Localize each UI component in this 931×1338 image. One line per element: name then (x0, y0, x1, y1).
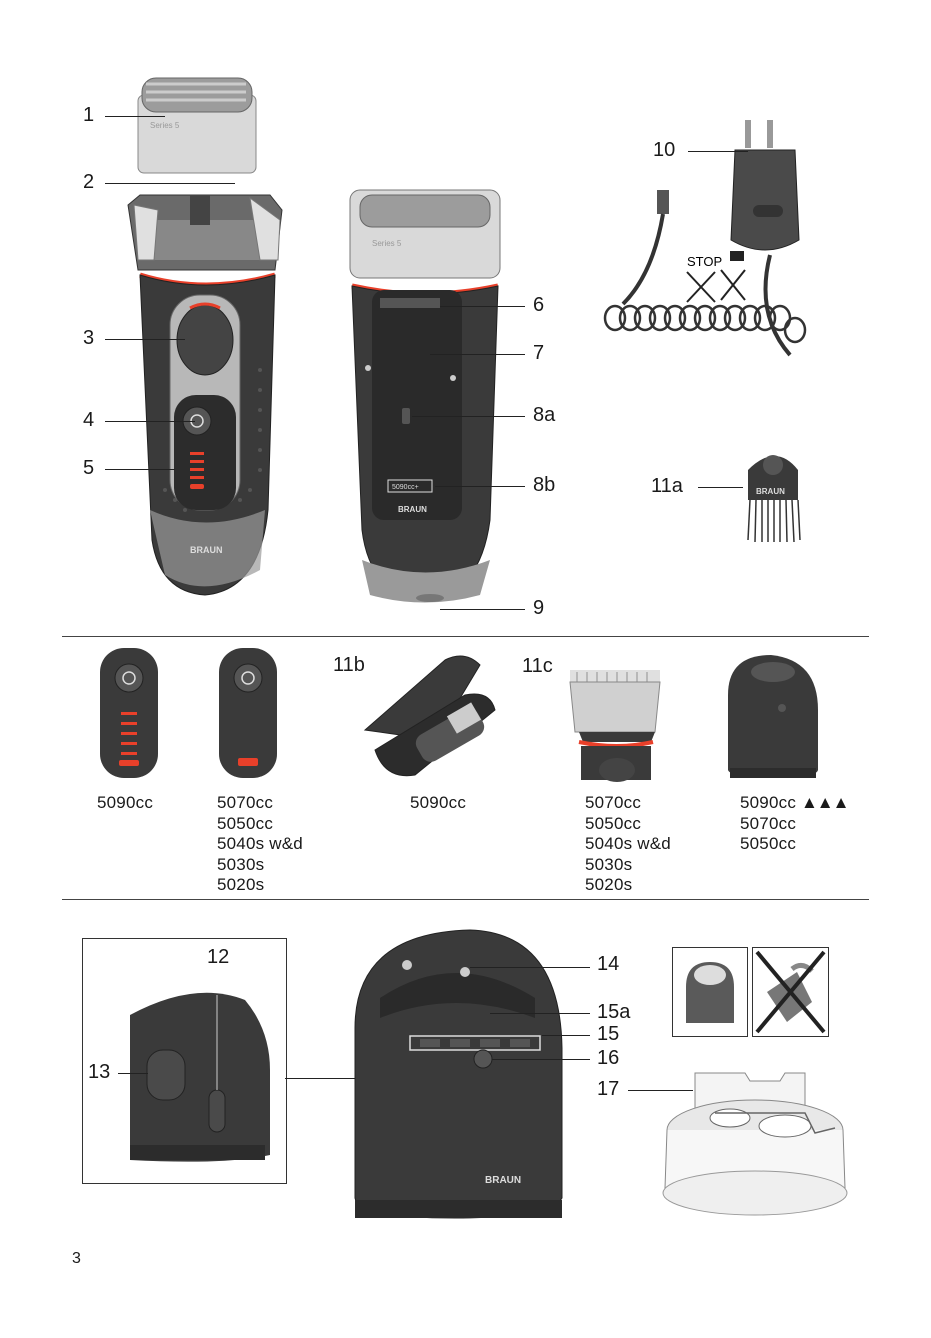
shaver-front-illustration (110, 70, 310, 610)
variant-col4-item: 5070cc (585, 793, 642, 812)
variant-list-col4 (585, 793, 671, 896)
variant-col5-item: 5050cc (740, 834, 797, 853)
label-5: 5 (83, 457, 95, 479)
variant-5090-handle (100, 648, 160, 778)
label-8b: 8b (533, 474, 556, 496)
brush-brand-logo: BRAUN (756, 487, 785, 496)
label-2: 2 (83, 171, 95, 193)
cleaning-brush-illustration (740, 450, 810, 545)
variant-col2-item: 5040s w&d (217, 834, 303, 853)
variant-col4-item: 5040s w&d (585, 834, 671, 853)
label-13: 13 (88, 1061, 111, 1083)
foil-series-text: Series 5 (150, 121, 180, 130)
shaving-head-cassette (138, 78, 256, 173)
label-8a: 8a (533, 404, 556, 426)
variant-col2-item: 5030s (217, 854, 265, 874)
travel-case-illustration (355, 650, 505, 780)
variant-col2-item: 5070cc (217, 793, 274, 812)
model-badge: 5090cc+ (392, 484, 419, 491)
variant-col2-item: 5050cc (217, 813, 274, 833)
cleaning-level-drops-icon: ▲▲▲ (800, 793, 849, 812)
label-4: 4 (83, 409, 95, 431)
variant-list-col3 (410, 793, 466, 814)
back-brand-logo: BRAUN (398, 505, 427, 514)
label-9: 9 (533, 597, 545, 619)
clean-station-small-illustration (726, 650, 826, 780)
label-17: 17 (597, 1078, 620, 1100)
label-15: 15 (597, 1023, 620, 1045)
label-10: 10 (653, 139, 676, 161)
label-6: 6 (533, 294, 545, 316)
cartridge-allowed-icon (672, 947, 748, 1037)
trimmer-attachment-illustration (565, 670, 665, 780)
variant-col5-first: 5090cc (740, 793, 797, 812)
variant-col5-item: 5070cc (740, 813, 797, 833)
label-15a: 15a (597, 1001, 631, 1023)
label-11c: 11c (522, 655, 553, 677)
variant-col3-item: 5090cc (410, 793, 467, 812)
label-11a: 11a (651, 475, 683, 497)
label-12: 12 (207, 946, 230, 968)
label-14: 14 (597, 953, 620, 975)
page-number: 3 (72, 1250, 81, 1267)
variant-col1-item: 5090cc (97, 793, 154, 812)
variant-list-col5 (740, 793, 848, 855)
label-1: 1 (83, 104, 95, 126)
front-brand-logo: BRAUN (190, 545, 223, 555)
variant-col2-item: 5020s (217, 875, 265, 894)
clean-charge-station-illustration (350, 928, 565, 1228)
back-foil-series-text: Series 5 (372, 239, 402, 248)
station-side-view-illustration (125, 990, 275, 1170)
shaver-back-illustration (340, 190, 520, 610)
variant-col4-item: 5030s (585, 854, 633, 874)
stop-label: STOP (687, 254, 723, 269)
variant-5070-handle (219, 648, 279, 778)
section-divider-top (62, 636, 869, 637)
label-7: 7 (533, 342, 545, 364)
label-16: 16 (597, 1047, 620, 1069)
variant-col4-item: 5050cc (585, 813, 642, 833)
variant-col4-item: 5020s (585, 875, 633, 894)
no-other-cleaning-fluid-icon (752, 947, 829, 1037)
variant-list-col2 (217, 793, 303, 896)
station-brand-logo: BRAUN (485, 1175, 522, 1186)
label-3: 3 (83, 327, 95, 349)
power-cord-illustration (595, 120, 825, 360)
head-frame (128, 195, 282, 270)
variant-list-col1 (97, 793, 153, 814)
cleaning-cartridge-illustration (660, 1068, 850, 1218)
label-11b: 11b (333, 654, 365, 676)
section-divider-bottom (62, 899, 869, 900)
